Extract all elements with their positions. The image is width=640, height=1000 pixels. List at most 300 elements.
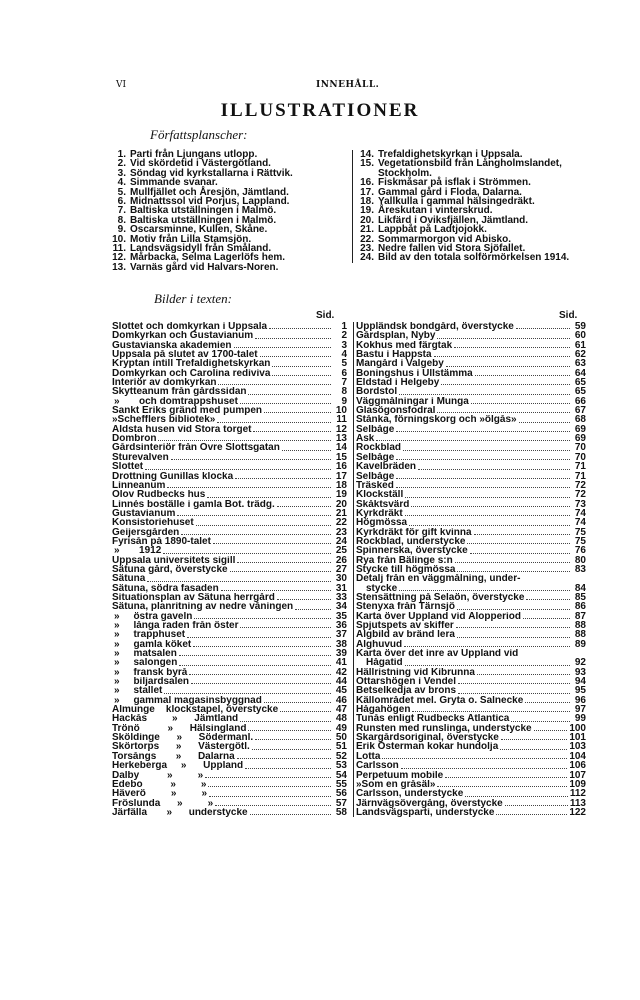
- index-entry: [356, 621, 586, 630]
- index-entry-page: 19: [335, 490, 347, 500]
- dot-leader: [179, 649, 331, 656]
- index-entry-label: » långa raden från öster: [114, 621, 239, 631]
- index-entry-page: 54: [335, 770, 347, 780]
- index-entry-page: 35: [335, 611, 347, 621]
- index-entry: [112, 733, 347, 742]
- dot-leader: [409, 518, 570, 525]
- index-entry: [112, 509, 347, 518]
- index-entry-label: Stenyxa från Tärnsjö: [356, 602, 455, 612]
- index-entry-label: » och domtrappshuset: [114, 396, 238, 407]
- index-entry-page: 21: [335, 508, 347, 519]
- index-entry-page: 80: [574, 555, 586, 565]
- dot-leader: [404, 640, 570, 647]
- index-entry-page: 76: [574, 546, 586, 556]
- dot-leader: [207, 490, 331, 497]
- index-entry-page: 37: [335, 630, 347, 640]
- index-entry-label: Bordstol: [356, 387, 398, 397]
- dot-leader: [189, 668, 331, 675]
- index-entry-label: Edebo » »: [112, 779, 207, 790]
- index-entry-page: 83: [574, 564, 586, 575]
- index-entry-page: 88: [574, 621, 586, 631]
- index-entry: [356, 705, 586, 714]
- dot-leader: [234, 341, 331, 348]
- dot-leader: [260, 350, 331, 357]
- dot-leader: [177, 509, 331, 516]
- dot-leader: [477, 668, 570, 675]
- index-entry: [112, 397, 347, 406]
- dot-leader: [465, 789, 568, 796]
- plate-title: Mullfjället och Åresjön, Jämtland.: [130, 186, 289, 198]
- dot-leader: [272, 359, 331, 366]
- dot-leader: [454, 341, 570, 348]
- index-entry-label: Järfälla » understycke: [112, 807, 248, 818]
- index-entry: [112, 481, 347, 490]
- plate-title: Bild av den totala solförmörkelsen 1914.: [378, 252, 570, 264]
- dot-leader: [147, 574, 331, 581]
- index-entry-page: 70: [574, 452, 586, 463]
- dot-leader: [196, 518, 331, 525]
- index-entry-page: 2: [341, 331, 347, 341]
- dot-leader: [209, 789, 331, 796]
- index-entry: [356, 397, 586, 406]
- index-entry-label: Källområdet mel. Gryta o. Salnecke: [356, 695, 524, 706]
- index-entry: [356, 668, 586, 677]
- index-entry-page: 100: [569, 723, 586, 734]
- dot-leader: [250, 808, 331, 815]
- index-entry-page: 74: [574, 508, 586, 519]
- dot-leader: [457, 602, 570, 609]
- index-entry-page: 106: [569, 761, 586, 771]
- dot-leader: [272, 369, 331, 376]
- index-entry-page: 49: [335, 723, 347, 734]
- index-entry-page: 85: [574, 592, 586, 603]
- index-entry-label: Sätuna, planritning av nedre våningen: [112, 602, 294, 612]
- index-entry-page: 46: [335, 695, 347, 706]
- index-entry: [112, 369, 347, 378]
- plate-number: 19.: [360, 205, 374, 217]
- index-entry-page: 84: [574, 583, 586, 593]
- dot-leader: [253, 425, 331, 432]
- index-entry: [112, 537, 347, 546]
- index-entry: [356, 369, 586, 378]
- dot-leader: [255, 331, 331, 338]
- index-entry-page: 41: [335, 658, 347, 668]
- index-entry-label: Karta över Uppland vid Ålopperiod: [356, 611, 522, 621]
- plate-title: Åreskutan i vinterskrud.: [378, 205, 493, 217]
- plate-number: 14.: [360, 149, 374, 160]
- index-entry: [112, 696, 347, 705]
- index-entry-page: 107: [569, 770, 586, 780]
- index-entry: [356, 331, 586, 340]
- index-entry: [112, 406, 347, 415]
- index-entry-page: 15: [335, 452, 347, 463]
- index-entry-label: Selbåge: [356, 471, 395, 481]
- sid-label-right: Sid.: [559, 310, 578, 321]
- index-entry: [112, 528, 347, 537]
- index-entry: [356, 799, 586, 808]
- index-list-right: [353, 322, 586, 817]
- plate-title: Vegetationsbild från Långholmslandet, Stockholm.: [378, 158, 562, 179]
- index-entry-label: Fyrisån på 1890-talet: [112, 536, 211, 547]
- index-entry: [112, 331, 347, 340]
- index-entry-page: 60: [574, 331, 586, 341]
- dot-leader: [163, 546, 331, 553]
- index-entry-label: Linneanum: [112, 480, 166, 491]
- index-entry-page: 5: [341, 359, 347, 369]
- index-entry: [356, 649, 586, 658]
- index-entry: [112, 714, 347, 723]
- index-entry-label: stycke: [366, 583, 398, 593]
- index-entry-label: Carlsson: [356, 761, 399, 771]
- index-entry-label: Situationsplan av Sätuna herrgård: [112, 592, 275, 603]
- index-entry-label: Sankt Eriks gränd med pumpen: [112, 406, 263, 416]
- index-entry-label: Träsked: [356, 480, 394, 491]
- index-entry-label: Domkyrkan och Carolina rediviva: [112, 368, 271, 379]
- index-entry-label: Linnés boställe i gamla Bot. trädg.: [112, 499, 275, 509]
- index-entry-page: 48: [335, 714, 347, 724]
- plate-number: 24.: [360, 252, 374, 264]
- index-entry-page: 122: [569, 807, 586, 818]
- index-entry-page: 34: [335, 602, 347, 612]
- dot-leader: [437, 406, 570, 413]
- index-entry-page: 16: [335, 462, 347, 472]
- index-entry-page: 68: [574, 415, 586, 425]
- index-entry: [112, 415, 347, 424]
- index-entry-page: 71: [574, 471, 586, 481]
- index-entry: [112, 789, 347, 798]
- index-entry-label: Högmössa: [356, 518, 408, 528]
- index-entry: [112, 565, 347, 574]
- index-entry: [356, 640, 586, 649]
- index-entry-label: Tunås enligt Rudbecks Atlantica: [356, 714, 510, 724]
- index-entry: [356, 546, 586, 555]
- index-entry-page: 27: [335, 564, 347, 575]
- dot-leader: [456, 621, 570, 628]
- index-entry-page: 10: [335, 406, 347, 416]
- index-entry-label: Domkyrkan och Gustavianum: [112, 331, 254, 341]
- dot-leader: [526, 593, 570, 600]
- dot-leader: [458, 686, 570, 693]
- index-entry: [112, 322, 347, 331]
- index-entry-label: Spjutspets av skiffer: [356, 621, 454, 631]
- index-entry-label: Äldsta husen vid Stora torget: [112, 424, 252, 435]
- index-entry: [356, 696, 586, 705]
- index-entry-label: Gustavianska akademien: [112, 340, 232, 351]
- index-entry-page: 92: [574, 658, 586, 668]
- index-entry: [356, 472, 586, 481]
- index-entry-page: 72: [574, 480, 586, 491]
- index-entry: [356, 462, 586, 471]
- index-entry-label: Interiör av domkyrkan: [112, 378, 217, 388]
- index-entry-label: Kokhus med färgtak: [356, 340, 453, 351]
- index-entry-label: Rockblad, understycke: [356, 536, 466, 547]
- index-entry-page: 71: [574, 462, 586, 472]
- index-entry-page: 104: [569, 751, 586, 762]
- dot-leader: [437, 780, 567, 787]
- dot-leader: [434, 350, 570, 357]
- plate-title: Baltiska utställningen i Malmö.: [130, 205, 277, 217]
- dot-leader: [500, 742, 567, 749]
- running-title: INNEHÅLL.: [316, 80, 380, 90]
- index-entry-label: Sätuna: [112, 574, 146, 584]
- index-entry-page: 89: [574, 639, 586, 650]
- page-number: VI: [116, 80, 127, 90]
- index-entry-page: 66: [574, 396, 586, 407]
- index-entry: [112, 612, 347, 621]
- index-entry-label: Sätuna, södra fasaden: [112, 583, 219, 593]
- index-entry: [112, 518, 347, 527]
- dot-leader: [248, 724, 331, 731]
- index-entry-page: 11: [336, 415, 347, 425]
- index-entry-page: 1: [341, 322, 347, 332]
- index-entry-label: Ottarshögen i Vendel: [356, 677, 457, 687]
- dot-leader: [511, 714, 570, 721]
- dot-leader: [441, 378, 570, 385]
- index-entry-label: Hågahögen: [356, 705, 411, 715]
- index-entry: [356, 453, 586, 462]
- index-entry-page: 24: [335, 536, 347, 547]
- index-entry-label: Torsångs » Dalarna: [112, 751, 235, 762]
- index-entry: [112, 472, 347, 481]
- index-entry-label: Ask: [356, 434, 375, 444]
- index-entry-label: Sätuna gård, överstycke: [112, 564, 228, 575]
- index-entry-label: » gammal magasinsbyggnad: [114, 695, 262, 706]
- dot-leader: [523, 612, 570, 619]
- dot-leader: [235, 472, 331, 479]
- index-entry-label: Gårdsinteriör från Övre Slottsgatan: [112, 443, 280, 453]
- dot-leader: [496, 808, 567, 815]
- index-entry-label: Selbåge: [356, 424, 395, 435]
- index-entry-label: Hällristning vid Kibrunna: [356, 667, 475, 678]
- dot-leader: [237, 752, 331, 759]
- index-entry-label: Olov Rudbecks hus: [112, 490, 206, 500]
- index-entry-label: Väggmålningar i Munga: [356, 396, 469, 407]
- dot-leader: [245, 761, 331, 768]
- index-entry-label: Stycke till högmössa: [356, 564, 456, 575]
- index-entry: [112, 668, 347, 677]
- index-entry-label: Bastu i Happsta: [356, 350, 432, 360]
- index-entry-page: 75: [574, 527, 586, 537]
- index-entry-page: 72: [574, 490, 586, 500]
- index-entry-label: Drottning Gunillas klocka: [112, 471, 234, 481]
- page-title: ILLUSTRATIONER: [220, 100, 420, 121]
- dot-leader: [264, 406, 331, 413]
- plate-title: Fiskmåsar på isflak i Strömmen.: [378, 177, 531, 189]
- plate-title: Oscarsminne, Kullen, Skåne.: [130, 224, 268, 236]
- index-entry-label: Geijersgården: [112, 527, 180, 537]
- index-entry: [112, 434, 347, 443]
- plate-title: Simmande svanar.: [130, 177, 218, 189]
- dot-leader: [411, 500, 570, 507]
- index-entry-label: » östra gaveln: [114, 611, 193, 621]
- dot-leader: [248, 387, 331, 394]
- dot-leader: [205, 771, 331, 778]
- dot-leader: [399, 387, 570, 394]
- index-entry-label: »Schefflers bibliotek»: [112, 415, 216, 425]
- dot-leader: [181, 528, 331, 535]
- index-entry-label: Slottet: [112, 462, 144, 472]
- index-entry-page: 3: [341, 340, 347, 351]
- index-entry-page: 47: [335, 705, 347, 715]
- index-entry-label: Uppsala på slutet av 1700-talet: [112, 350, 258, 360]
- index-entry-page: 18: [335, 480, 347, 491]
- dot-leader: [412, 705, 570, 712]
- plate-number: 18.: [360, 196, 374, 208]
- index-entry: [356, 434, 586, 443]
- index-entry-page: 93: [574, 667, 586, 678]
- index-entry-label: » salongen: [114, 658, 178, 668]
- dot-leader: [237, 556, 331, 563]
- index-entry: [112, 490, 347, 499]
- index-entry-page: 88: [574, 630, 586, 640]
- index-entry: [112, 658, 347, 667]
- index-entry: [112, 387, 347, 396]
- index-entry-page: 101: [569, 733, 586, 743]
- text-images-heading: Bilder i texten:: [154, 291, 232, 306]
- dot-leader: [240, 397, 331, 404]
- index-entry-label: Stensättning på Selaön, överstycke: [356, 592, 525, 603]
- index-entry-page: 42: [335, 667, 347, 678]
- index-entry-page: 50: [335, 733, 347, 743]
- index-entry-label: Skörtorps » Västergötl.: [112, 742, 250, 752]
- index-entry-page: 6: [341, 368, 347, 379]
- dot-leader: [418, 462, 570, 469]
- dot-leader: [191, 677, 331, 684]
- index-entry: [356, 528, 586, 537]
- index-entry-page: 30: [335, 574, 347, 584]
- index-entry-page: 44: [335, 677, 347, 687]
- index-entry-label: Klockställ: [356, 490, 404, 500]
- index-entry-label: Sturevalven: [112, 452, 169, 463]
- index-entry-label: Kryptan intill Trefaldighetskyrkan: [112, 359, 271, 369]
- index-entry: [112, 462, 347, 471]
- index-entry-page: 56: [335, 789, 347, 799]
- index-entry: [112, 780, 347, 789]
- plate-title: Motiv från Lilla Stamsjön.: [130, 233, 252, 245]
- index-entry-page: 17: [335, 471, 347, 481]
- index-entry: [356, 406, 586, 415]
- plate-title: Likfärd i Oviksfjällen, Jämtland.: [378, 214, 529, 226]
- dot-leader: [179, 658, 331, 665]
- dot-leader: [218, 378, 331, 385]
- index-entry-label: Almunge klockstapel, överstycke: [112, 705, 279, 715]
- index-entry: [356, 780, 586, 789]
- dot-leader: [193, 640, 331, 647]
- index-entry: [356, 771, 586, 780]
- index-entry: [112, 500, 347, 509]
- plate-number: 21.: [360, 224, 374, 236]
- index-entry-label: Kyrkdräkt för gift kvinna: [356, 527, 472, 537]
- plate-title: Baltiska utställningen i Malmö.: [130, 214, 277, 226]
- index-entry-page: 33: [335, 592, 347, 603]
- index-entry: [112, 574, 347, 583]
- plate-number: 23.: [360, 243, 374, 255]
- index-entry-page: 14: [335, 443, 347, 453]
- index-entry: [112, 630, 347, 639]
- index-entry-label: » 1912: [114, 546, 162, 556]
- index-entry-page: 74: [574, 518, 586, 528]
- index-entry-page: 103: [569, 742, 586, 752]
- index-entry-label: Detalj från en väggmålning, under-: [356, 574, 521, 584]
- index-entry: [356, 593, 586, 602]
- index-entry-label: Uppsala universitets sigill: [112, 555, 236, 565]
- index-entry: [356, 630, 586, 639]
- plate-number: 5.: [117, 186, 126, 198]
- dot-leader: [505, 799, 568, 806]
- dot-leader: [277, 500, 331, 507]
- index-entry-label: Konsistoriehuset: [112, 518, 194, 528]
- index-entry-label: Glasögonsfodral: [356, 406, 436, 416]
- index-entry: [112, 752, 347, 761]
- index-entry-label: Carlsson, understycke: [356, 789, 464, 799]
- plate-number: 4.: [117, 177, 126, 189]
- plate-title: Yallkulla i gammal hälsingedräkt.: [378, 196, 535, 208]
- index-entry-page: 109: [569, 779, 586, 790]
- index-entry: [112, 341, 347, 350]
- index-entry: [112, 742, 347, 751]
- index-entry: [356, 584, 586, 593]
- plate-title: Trefaldighetskyrkan i Uppsala.: [378, 149, 523, 160]
- index-entry-page: 57: [335, 798, 347, 808]
- index-entry-page: 52: [335, 751, 347, 762]
- plate-number: 6.: [117, 196, 126, 208]
- index-entry: [356, 602, 586, 611]
- plate-number: 9.: [117, 224, 126, 236]
- index-entry-label: Slottet och domkyrkan i Uppsala: [112, 322, 268, 332]
- dot-leader: [396, 481, 570, 488]
- plate-number: 2.: [117, 158, 126, 170]
- dot-leader: [467, 537, 570, 544]
- index-entry: [356, 556, 586, 565]
- dot-leader: [382, 752, 567, 759]
- index-entry: [356, 612, 586, 621]
- index-entry-label: Skargårdsoriginal, överstycke: [356, 733, 499, 743]
- plate-number: 16.: [360, 177, 374, 189]
- dot-leader: [470, 546, 570, 553]
- index-entry: [356, 387, 586, 396]
- index-entry-label: Karta över det inre av Uppland vid: [356, 649, 519, 659]
- dot-leader: [240, 621, 331, 628]
- index-entry: [356, 378, 586, 387]
- index-entry-page: 55: [335, 779, 347, 790]
- index-entry-label: Dombron: [112, 434, 157, 444]
- dot-leader: [457, 630, 570, 637]
- index-entry-page: 65: [574, 378, 586, 388]
- dot-leader: [401, 761, 568, 768]
- index-entry-page: 61: [574, 340, 586, 351]
- index-entry: [356, 359, 586, 368]
- index-entry: [356, 350, 586, 359]
- index-entry-page: 31: [335, 583, 347, 593]
- index-entry-page: 9: [341, 396, 347, 407]
- index-entry-label: Dalby » »: [112, 770, 204, 780]
- index-entry: [112, 705, 347, 714]
- index-entry: [356, 341, 586, 350]
- plate-number: 10.: [112, 233, 126, 245]
- plate-item: [356, 253, 586, 262]
- index-entry-page: 7: [341, 378, 347, 388]
- plate-number: 17.: [360, 186, 374, 198]
- index-entry-page: 20: [335, 499, 347, 509]
- index-entry-label: Fröslunda » »: [112, 798, 214, 808]
- index-entry: [112, 378, 347, 387]
- dot-leader: [269, 322, 331, 329]
- dot-leader: [145, 462, 331, 469]
- dot-leader: [471, 397, 570, 404]
- plate-number: 3.: [117, 167, 126, 179]
- index-entry: [356, 537, 586, 546]
- index-entry-page: 62: [574, 350, 586, 360]
